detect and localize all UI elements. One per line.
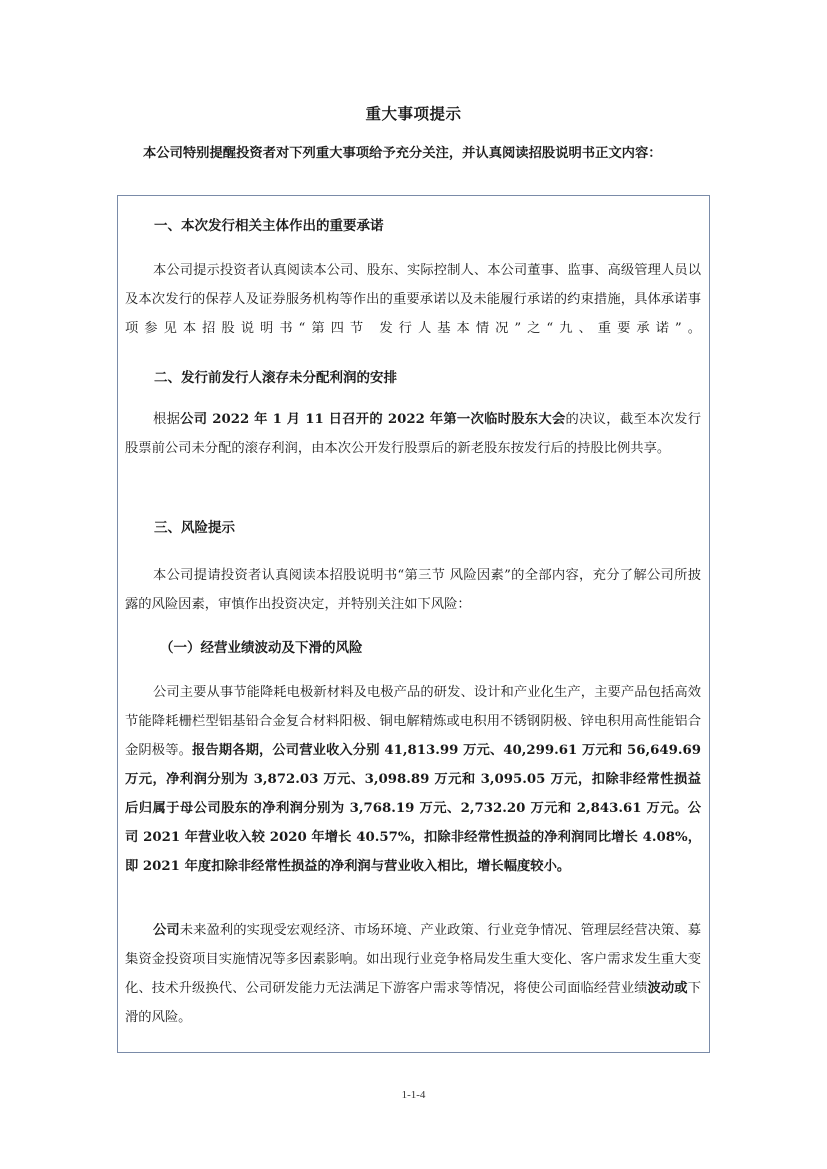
subheading-performance-risk: （一）经营业绩波动及下滑的风险 [160,640,363,656]
future-risk-company: 公司 [153,923,180,938]
section-heading-commitments: 一、本次发行相关主体作出的重要承诺 [154,218,384,234]
business-description: 公司主要从事节能降耗电极新材料及电极产品的研发、设计和产业化生产，主要产品包括高效节能降耗栅栏型铝基铅合金复合材料阳极、铜电解精炼或电积用不锈钢阴极、锌电积用高性能铝合金阴极等。 [125,685,701,758]
retained-profit-meeting: 公司 2022 年 1 月 11 日召开的 2022 年第一次临时股东大会 [180,412,566,427]
page-number: 1-1-4 [401,1089,426,1101]
page-title: 重大事项提示 [365,105,462,123]
retained-profit-post: 的决议，截至本次发行股票前公司未分配的滚存利润，由本次公开发行股票后的新老股东按发行后的持股比例共享。 [125,412,702,456]
future-risk-fluctuation: 波动或 [647,981,688,996]
paragraph-commitments: 本公司提示投资者认真阅读本公司、股东、实际控制人、本公司董事、监事、高级管理人员以及本次发行的保荐人及证券服务机构等作出的重要承诺以及未能履行承诺的约束措施，具体承诺事项参见本招股说明书“第四节 发行人基本情况”之“九、重要承诺”。 [125,263,701,336]
paragraph-retained-profit [125,405,701,463]
paragraph-future-risk [125,916,701,1032]
future-risk-body: 未来盈利的实现受宏观经济、市场环境、产业政策、行业竞争情况、管理层经营决策、募集资金投资项目实施情况等多因素影响。如出现行业竞争格局发生重大变化、客户需求发生重大变化、技术升级换代、公司研发能力无法满足下游客户需求等情况，将使公司面临经营业绩 [125,923,702,996]
paragraph-risk-intro: 本公司提请投资者认真阅读本招股说明书“第三节 风险因素”的全部内容，充分了解公司所披露的风险因素，审慎作出投资决定，并特别关注如下风险： [125,568,701,612]
section-heading-risk: 三、风险提示 [154,520,235,536]
retained-profit-pre: 根据 [153,412,181,427]
section-heading-retained-profit: 二、发行前发行人滚存未分配利润的安排 [154,370,397,386]
financial-figures: 报告期各期，公司营业收入分别 41,813.99 万元、40,299.61 万元和 56,649.69 万元，净利润分别为 3,872.03 万元、3,098.89 万元和 3,095.05 万元，扣除非经常性损益后归属于母公司股东的净利润分别为 3,768.19 万元、2,732.20 万元和 2,843.61 万元。公司 2021 年营业收入较 2020 年增长 40.57%，扣除非经常性损益的净利润同比增长 4.08%，即 2021 年度扣除非经常性损益的净利润与营业收入相比，增长幅度较小。 [125,743,701,874]
future-risk-end: 下滑的风险。 [125,981,702,1025]
paragraph-performance-data [125,678,701,881]
intro-notice: 本公司特别提醒投资者对下列重大事项给予充分关注，并认真阅读招股说明书正文内容： [143,146,662,161]
